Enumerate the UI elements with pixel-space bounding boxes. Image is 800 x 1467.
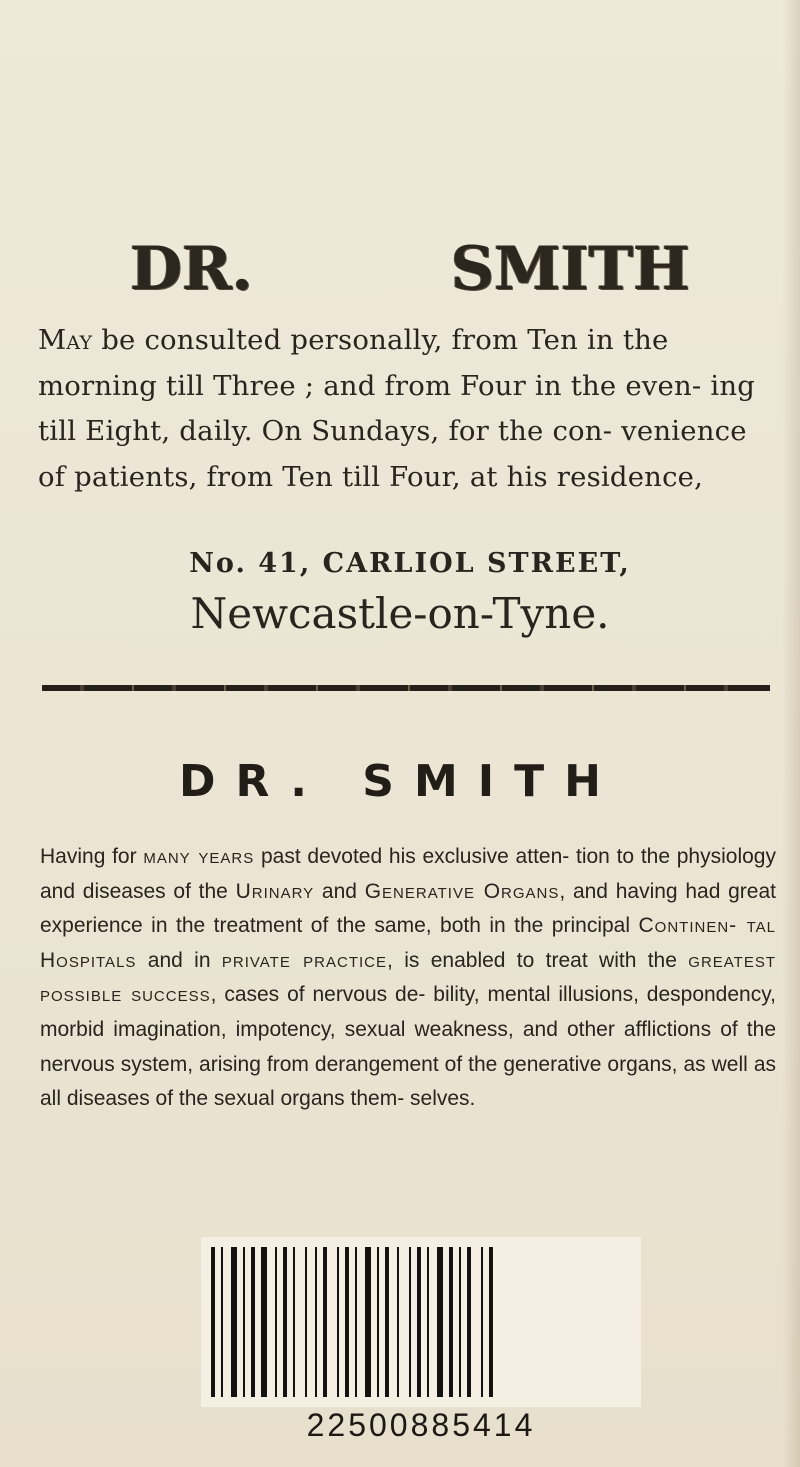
barcode-bars [201,1237,641,1407]
barcode-bar [397,1247,399,1397]
barcode-bar [305,1247,307,1397]
notice-smallcaps-many-years: many years [143,845,255,868]
doctor-heading: DR. SMITH [179,756,621,807]
notice-text-11: , is enabled to treat with the [387,948,677,972]
barcode-bar [437,1247,443,1397]
notice-smallcaps-success: greatest possible success [40,948,777,1007]
notice-text-9: and in [147,948,211,972]
barcode-bar [231,1247,237,1397]
barcode-bar [459,1247,461,1397]
barcode-bar [467,1247,471,1397]
barcode-bar [323,1247,327,1397]
notice-text-5: and [321,879,357,903]
notice-text-1: Having for [40,845,137,868]
consultation-lead-word: May [38,324,93,356]
barcode-bar [283,1247,287,1397]
barcode-bar [315,1247,317,1397]
barcode-bar [365,1247,371,1397]
notice-smallcaps-urinary: Urinary [235,879,315,903]
barcode-number: 22500885414 [306,1407,536,1443]
barcode-bar [337,1247,339,1397]
notice-paragraph [40,840,776,1117]
page-edge-shadow [782,0,800,1467]
barcode-bar [293,1247,295,1397]
city-name: Newcastle-on-Tyne. [190,589,610,638]
barcode-bar [251,1247,255,1397]
barcode-bar [481,1247,483,1397]
barcode-bar [275,1247,277,1397]
ornamental-text-dr: DR. [130,234,253,304]
ornamental-word-smith [451,236,690,302]
barcode-bar [345,1247,349,1397]
street-address: No. 41, CARLIOL STREET, [189,548,631,579]
consultation-paragraph [38,318,772,500]
ornamental-heading [130,228,690,302]
barcode-bar [243,1247,245,1397]
barcode-bar [427,1247,429,1397]
barcode-bar [489,1247,493,1397]
notice-text-13: , cases of nervous de- bility, mental illusions, despondency, morbid imagination, impotency, sexual weakness, and other afflictions of the nervous system, arising from derangement of the generative organs, as well as all diseases of the sexual organs them- selves. [40,983,776,1111]
barcode-bar [409,1247,411,1397]
barcode-bar [355,1247,357,1397]
barcode-bar [377,1247,379,1397]
barcode-bar [261,1247,267,1397]
notice-smallcaps-hospitals: Continen- tal Hospitals [40,914,776,972]
barcode-bar [449,1247,453,1397]
consultation-text: be consulted personally, from Ten in the morning till Three ; and from Four in the even- ing till Eight, daily. On Sundays, for the con- venience of patients, from Ten till Four, at his residence, [38,324,756,493]
notice-text-3: past devoted his exclusive atten- tion to the physiology and diseases of the [40,845,776,903]
barcode-bar [221,1247,223,1397]
divider-rule [42,685,770,691]
notice-text-7: , and having had great experience in the treatment of the same, both in the principal [40,879,776,938]
barcode-bar [417,1247,421,1397]
library-barcode [201,1237,641,1443]
ornamental-word-dr [130,236,253,302]
notice-smallcaps-private-practice: private practice [221,948,388,972]
notice-smallcaps-generative-organs: Generative Organs [364,879,560,903]
ornamental-text-smith: SMITH [450,234,690,304]
barcode-bar [211,1247,215,1397]
barcode-bar [385,1247,389,1397]
